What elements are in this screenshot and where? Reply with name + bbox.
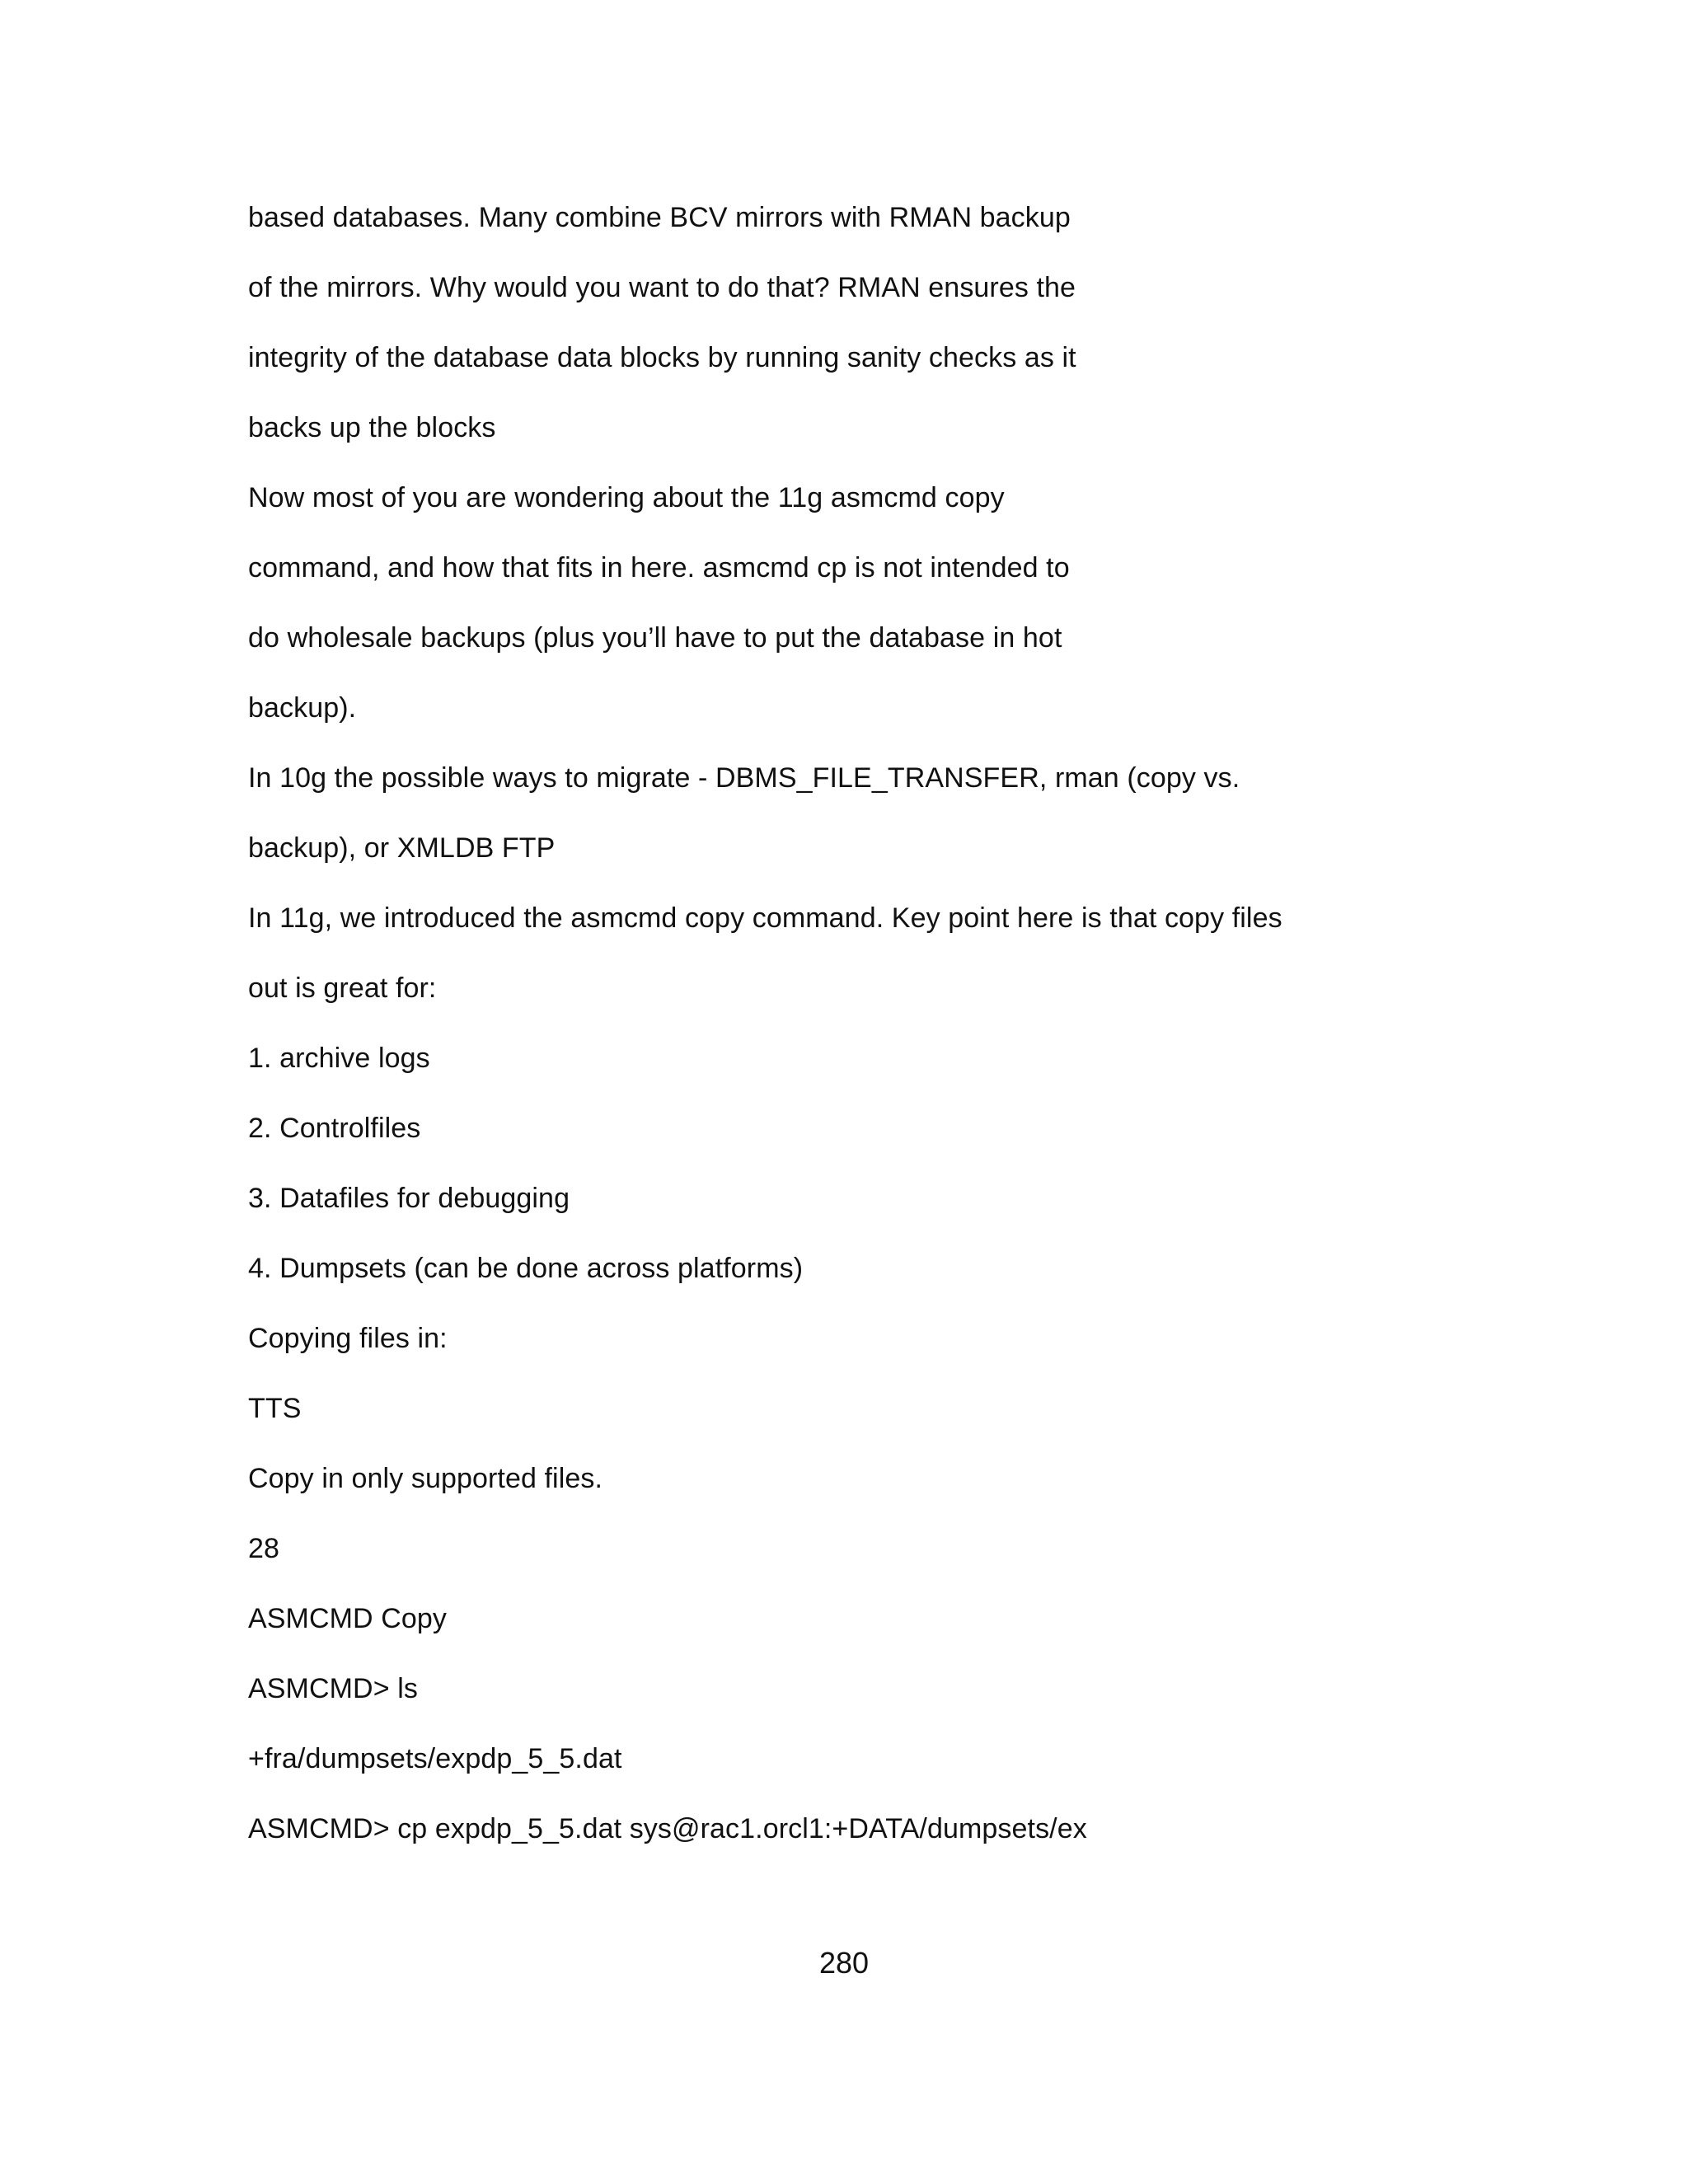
section-heading: ASMCMD Copy [248,1603,448,1634]
text-line: In 11g, we introduced the asmcmd copy command. Key point here is that copy files [248,902,1282,934]
list-item: 1. archive logs [248,1043,430,1074]
text-line: backup). [248,692,357,724]
text-line: Copying files in: [248,1323,448,1354]
text-line: backs up the blocks [248,412,496,443]
text-line: backup), or XMLDB FTP [248,832,556,864]
text-line: command, and how that fits in here. asmcmd cp is not intended to [248,552,1070,583]
command-line: +fra/dumpsets/expdp_5_5.dat [248,1743,622,1774]
text-line: do wholesale backups (plus you’ll have to put the database in hot [248,622,1062,654]
list-item: 2. Controlfiles [248,1113,421,1144]
text-line: In 10g the possible ways to migrate - DBMS_FILE_TRANSFER, rman (copy vs. [248,762,1240,794]
command-line: ASMCMD> ls [248,1673,418,1704]
body-text [248,201,1443,1882]
slide-number: 28 [248,1533,280,1564]
page-number: 280 [818,1946,870,1980]
text-line: of the mirrors. Why would you want to do that? RMAN ensures the [248,272,1076,303]
command-line: ASMCMD> cp expdp_5_5.dat sys@rac1.orcl1:+DATA/dumpsets/ex [248,1813,1087,1844]
list-item: 3. Datafiles for debugging [248,1183,570,1214]
text-line: out is great for: [248,972,437,1004]
text-line: TTS [248,1393,302,1424]
text-line: Now most of you are wondering about the 11g asmcmd copy [248,482,1005,513]
list-item: 4. Dumpsets (can be done across platforms) [248,1253,804,1284]
text-line: based databases. Many combine BCV mirrors with RMAN backup [248,202,1071,233]
text-line: integrity of the database data blocks by running sanity checks as it [248,342,1076,373]
text-line: Copy in only supported files. [248,1463,603,1494]
